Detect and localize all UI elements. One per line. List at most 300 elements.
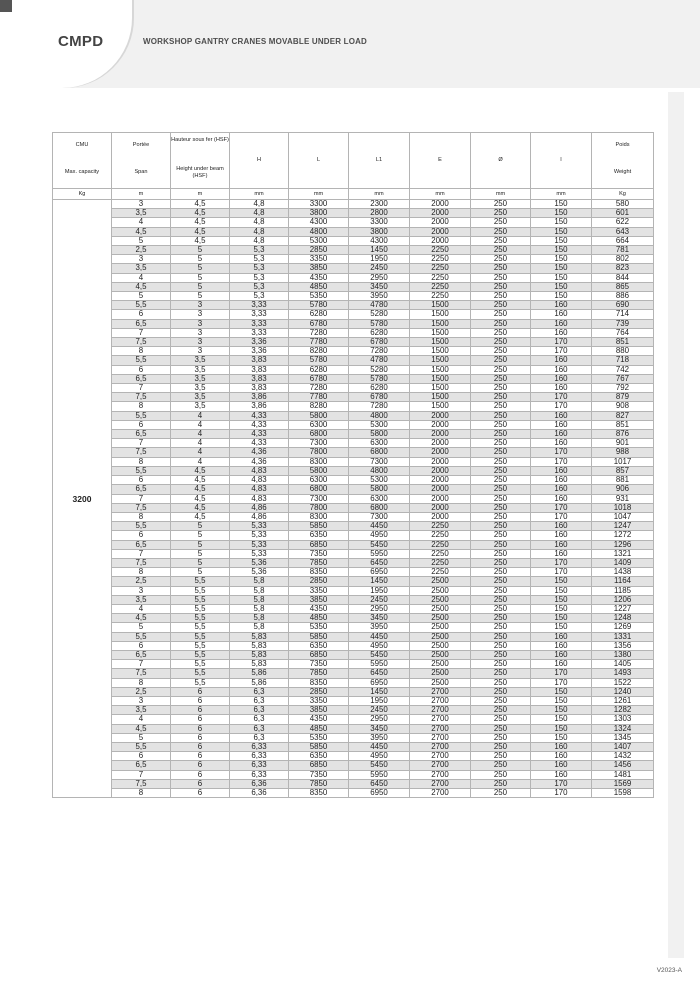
table-cell: 5300 [349, 420, 410, 429]
table-cell: 250 [471, 218, 531, 227]
table-row [53, 439, 654, 448]
table-cell: 2700 [410, 687, 471, 696]
table-cell: 886 [592, 292, 654, 301]
table-cell: 1438 [592, 568, 654, 577]
table-cell: 4,36 [230, 448, 289, 457]
header-label: Ø [498, 157, 503, 163]
table-cell: 6800 [289, 485, 349, 494]
table-cell: 250 [471, 365, 531, 374]
table-cell: 250 [471, 328, 531, 337]
table-cell: 714 [592, 310, 654, 319]
table-cell: 6350 [289, 752, 349, 761]
table-cell: 4300 [289, 218, 349, 227]
table-cell: 3850 [289, 706, 349, 715]
table-cell: 4,33 [230, 439, 289, 448]
table-cell: 6,3 [230, 724, 289, 733]
table-cell: 6300 [289, 420, 349, 429]
table-cell: 250 [471, 678, 531, 687]
table-cell: 250 [471, 430, 531, 439]
table-row [53, 660, 654, 669]
table-cell: 250 [471, 439, 531, 448]
table-cell: 3950 [349, 733, 410, 742]
table-cell: 4,5 [112, 282, 171, 291]
table-cell: 5,5 [171, 632, 230, 641]
table-cell: 150 [531, 724, 592, 733]
table-cell: 3 [171, 310, 230, 319]
table-cell: 1303 [592, 715, 654, 724]
table-cell: 2500 [410, 669, 471, 678]
table-row [53, 282, 654, 291]
table-cell: 865 [592, 282, 654, 291]
table-cell: 6,5 [112, 485, 171, 494]
table-cell: 5 [171, 549, 230, 558]
table-row [53, 632, 654, 641]
table-cell: 5,83 [230, 641, 289, 650]
page-header [0, 0, 700, 88]
table-cell: 7280 [289, 384, 349, 393]
table-cell: 7 [112, 439, 171, 448]
table-cell: 5 [171, 292, 230, 301]
table-cell: 150 [531, 687, 592, 696]
table-row [53, 485, 654, 494]
table-cell: 250 [471, 494, 531, 503]
table-cell: 5 [171, 264, 230, 273]
table-cell: 1598 [592, 789, 654, 798]
table-cell: 4 [171, 411, 230, 420]
table-cell: 150 [531, 200, 592, 209]
table-cell: 781 [592, 246, 654, 255]
table-cell: 1018 [592, 503, 654, 512]
table-cell: 7 [112, 384, 171, 393]
table-cell: 5 [171, 558, 230, 567]
table-row [53, 430, 654, 439]
table-cell: 2700 [410, 715, 471, 724]
table-cell: 250 [471, 586, 531, 595]
table-cell: 250 [471, 356, 531, 365]
table-cell: 2700 [410, 752, 471, 761]
table-cell: 2450 [349, 595, 410, 604]
table-cell: 4800 [349, 466, 410, 475]
table-cell: 8 [112, 402, 171, 411]
table-cell: 4350 [289, 604, 349, 613]
table-cell: 4,36 [230, 457, 289, 466]
table-cell: 4,5 [171, 200, 230, 209]
table-cell: 2250 [410, 246, 471, 255]
table-cell: 5 [171, 246, 230, 255]
table-cell: 4800 [349, 411, 410, 420]
table-cell: 5,8 [230, 614, 289, 623]
table-cell: 3350 [289, 696, 349, 705]
table-row [53, 522, 654, 531]
table-cell: 2000 [410, 209, 471, 218]
table-cell: 5 [171, 273, 230, 282]
table-cell: 250 [471, 384, 531, 393]
table-cell: 4,5 [171, 466, 230, 475]
table-cell: 250 [471, 273, 531, 282]
table-cell: 1047 [592, 512, 654, 521]
table-cell: 250 [471, 347, 531, 356]
header-label: Poids [615, 142, 630, 148]
table-cell: 2500 [410, 678, 471, 687]
table-cell: 2000 [410, 494, 471, 503]
table-cell: 7,5 [112, 779, 171, 788]
table-cell: 250 [471, 558, 531, 567]
table-row [53, 264, 654, 273]
table-cell: 1282 [592, 706, 654, 715]
table-row [53, 365, 654, 374]
header-label: L1 [375, 157, 383, 163]
table-cell: 6 [171, 761, 230, 770]
table-cell: 1500 [410, 347, 471, 356]
table-cell: 160 [531, 411, 592, 420]
table-cell: 8350 [289, 568, 349, 577]
table-cell: 7850 [289, 669, 349, 678]
table-cell: 6 [112, 752, 171, 761]
table-cell: 7300 [349, 457, 410, 466]
table-cell: 160 [531, 660, 592, 669]
table-cell: 150 [531, 696, 592, 705]
table-cell: 1407 [592, 742, 654, 751]
table-cell: 1450 [349, 577, 410, 586]
table-cell: 3,5 [171, 384, 230, 393]
table-cell: 823 [592, 264, 654, 273]
table-cell: 6,36 [230, 789, 289, 798]
table-cell: 2950 [349, 715, 410, 724]
table-cell: 1269 [592, 623, 654, 632]
table-cell: 5 [112, 236, 171, 245]
table-cell: 4,8 [230, 218, 289, 227]
table-cell: 4,5 [171, 512, 230, 521]
table-row [53, 384, 654, 393]
table-cell: 5,5 [171, 577, 230, 586]
table-cell: 1017 [592, 457, 654, 466]
table-cell: 170 [531, 457, 592, 466]
table-cell: 4450 [349, 632, 410, 641]
table-cell: 160 [531, 632, 592, 641]
table-cell: 250 [471, 623, 531, 632]
table-cell: 5,5 [171, 595, 230, 604]
table-cell: 170 [531, 558, 592, 567]
table-cell: 2700 [410, 742, 471, 751]
table-cell: 1500 [410, 384, 471, 393]
header-label: H [256, 157, 262, 163]
table-cell: 2800 [349, 209, 410, 218]
table-cell: 7280 [349, 347, 410, 356]
table-cell: 250 [471, 770, 531, 779]
table-cell: 5780 [289, 301, 349, 310]
table-cell: 4450 [349, 742, 410, 751]
unit-cell: Kg [53, 189, 112, 200]
table-cell: 170 [531, 789, 592, 798]
table-cell: 3,86 [230, 393, 289, 402]
table-cell: 5,3 [230, 255, 289, 264]
table-cell: 6 [112, 365, 171, 374]
table-cell: 1500 [410, 328, 471, 337]
table-cell: 1569 [592, 779, 654, 788]
table-cell: 6,5 [112, 430, 171, 439]
table-cell: 250 [471, 660, 531, 669]
table-cell: 7800 [289, 503, 349, 512]
table-cell: 3,33 [230, 301, 289, 310]
table-cell: 5300 [289, 236, 349, 245]
table-cell: 6780 [289, 374, 349, 383]
table-cell: 150 [531, 623, 592, 632]
table-cell: 2250 [410, 568, 471, 577]
table-cell: 2250 [410, 549, 471, 558]
table-cell: 5 [171, 282, 230, 291]
table-cell: 3,36 [230, 347, 289, 356]
table-cell: 6450 [349, 779, 410, 788]
table-cell: 5,5 [171, 678, 230, 687]
table-cell: 3,36 [230, 338, 289, 347]
table-cell: 2700 [410, 706, 471, 715]
header-label: Height under beam (HSF) [176, 166, 224, 179]
table-cell: 5 [171, 568, 230, 577]
table-cell: 6 [171, 696, 230, 705]
table-cell: 5,5 [171, 669, 230, 678]
table-cell: 160 [531, 365, 592, 374]
table-row [53, 531, 654, 540]
table-cell: 250 [471, 282, 531, 291]
table-cell: 2250 [410, 273, 471, 282]
table-cell: 6 [171, 742, 230, 751]
table-cell: 3,5 [112, 264, 171, 273]
table-row [53, 292, 654, 301]
table-cell: 1950 [349, 255, 410, 264]
table-cell: 2450 [349, 706, 410, 715]
table-cell: 6280 [289, 365, 349, 374]
table-cell: 901 [592, 439, 654, 448]
table-cell: 4,86 [230, 512, 289, 521]
table-row [53, 789, 654, 798]
table-row [53, 779, 654, 788]
table-cell: 6,33 [230, 752, 289, 761]
table-cell: 150 [531, 218, 592, 227]
table-cell: 6780 [349, 393, 410, 402]
table-cell: 6450 [349, 558, 410, 567]
table-cell: 6300 [349, 439, 410, 448]
table-cell: 5,5 [112, 301, 171, 310]
table-cell: 4350 [289, 273, 349, 282]
table-cell: 2950 [349, 604, 410, 613]
table-cell: 250 [471, 310, 531, 319]
table-cell: 5,3 [230, 246, 289, 255]
table-cell: 2500 [410, 650, 471, 659]
table-cell: 250 [471, 531, 531, 540]
table-cell: 1405 [592, 660, 654, 669]
table-cell: 6800 [289, 430, 349, 439]
table-cell: 2000 [410, 512, 471, 521]
table-cell: 250 [471, 522, 531, 531]
table-cell: 2850 [289, 577, 349, 586]
table-cell: 6 [171, 779, 230, 788]
table-cell: 3,83 [230, 356, 289, 365]
table-cell: 4,5 [171, 209, 230, 218]
table-cell: 7850 [289, 779, 349, 788]
table-cell: 3,5 [112, 209, 171, 218]
table-row [53, 319, 654, 328]
table-cell: 3800 [349, 227, 410, 236]
table-cell: 2000 [410, 200, 471, 209]
table-cell: 6,33 [230, 770, 289, 779]
table-cell: 250 [471, 411, 531, 420]
table-cell: 1493 [592, 669, 654, 678]
table-cell: 250 [471, 595, 531, 604]
table-cell: 5,33 [230, 522, 289, 531]
table-cell: 6850 [289, 540, 349, 549]
table-cell: 6300 [289, 476, 349, 485]
table-cell: 3350 [289, 255, 349, 264]
table-cell: 250 [471, 650, 531, 659]
table-cell: 6350 [289, 531, 349, 540]
table-cell: 3450 [349, 724, 410, 733]
table-cell: 2250 [410, 282, 471, 291]
table-cell: 1500 [410, 374, 471, 383]
table-cell: 4 [171, 420, 230, 429]
table-cell: 3,33 [230, 310, 289, 319]
table-cell: 1240 [592, 687, 654, 696]
table-cell: 6300 [349, 494, 410, 503]
table-cell: 170 [531, 338, 592, 347]
table-cell: 5950 [349, 770, 410, 779]
table-cell: 2700 [410, 770, 471, 779]
table-cell: 5,3 [230, 292, 289, 301]
table-cell: 5,8 [230, 586, 289, 595]
table-cell: 622 [592, 218, 654, 227]
table-cell: 7350 [289, 770, 349, 779]
table-cell: 3300 [289, 200, 349, 209]
table-cell: 3,5 [112, 595, 171, 604]
table-cell: 160 [531, 742, 592, 751]
table-cell: 4300 [349, 236, 410, 245]
table-cell: 2250 [410, 255, 471, 264]
table-cell: 5,36 [230, 558, 289, 567]
table-cell: 150 [531, 715, 592, 724]
table-cell: 250 [471, 742, 531, 751]
table-cell: 6,5 [112, 650, 171, 659]
table-units-row [53, 189, 654, 200]
table-cell: 2500 [410, 641, 471, 650]
table-cell: 5,33 [230, 540, 289, 549]
header-label: L [316, 157, 321, 163]
table-cell: 150 [531, 733, 592, 742]
table-cell: 1500 [410, 338, 471, 347]
table-cell: 4 [112, 218, 171, 227]
table-cell: 881 [592, 476, 654, 485]
table-row [53, 301, 654, 310]
header-label: Hauteur sous fer (HSF) [171, 137, 229, 143]
table-cell: 5350 [289, 733, 349, 742]
table-row [53, 338, 654, 347]
table-cell: 4,83 [230, 485, 289, 494]
table-cell: 250 [471, 301, 531, 310]
table-cell: 160 [531, 328, 592, 337]
table-cell: 8 [112, 512, 171, 521]
header-label: Max. capacity [64, 169, 100, 175]
table-row [53, 411, 654, 420]
table-cell: 2500 [410, 604, 471, 613]
table-cell: 5,3 [230, 273, 289, 282]
table-cell: 4,83 [230, 476, 289, 485]
table-cell: 250 [471, 227, 531, 236]
table-cell: 2950 [349, 273, 410, 282]
table-cell: 1247 [592, 522, 654, 531]
table-cell: 250 [471, 476, 531, 485]
table-cell: 5,5 [171, 614, 230, 623]
table-cell: 250 [471, 696, 531, 705]
table-cell: 5950 [349, 549, 410, 558]
table-cell: 908 [592, 402, 654, 411]
table-cell: 1500 [410, 310, 471, 319]
table-cell: 160 [531, 531, 592, 540]
table-cell: 857 [592, 466, 654, 475]
table-cell: 2000 [410, 485, 471, 494]
table-cell: 4,33 [230, 430, 289, 439]
table-cell: 150 [531, 577, 592, 586]
table-cell: 250 [471, 632, 531, 641]
table-cell: 6950 [349, 789, 410, 798]
header-e [410, 133, 471, 189]
table-body [53, 200, 654, 798]
table-row [53, 742, 654, 751]
table-cell: 5 [171, 522, 230, 531]
table-cell: 170 [531, 512, 592, 521]
table-cell: 4780 [349, 356, 410, 365]
table-cell: 6450 [349, 669, 410, 678]
table-cell: 3,5 [112, 706, 171, 715]
table-cell: 1450 [349, 687, 410, 696]
table-cell: 2250 [410, 540, 471, 549]
table-cell: 2300 [349, 200, 410, 209]
table-cell: 6,3 [230, 733, 289, 742]
table-cell: 160 [531, 641, 592, 650]
table-cell: 6,3 [230, 706, 289, 715]
table-cell: 844 [592, 273, 654, 282]
table-cell: 6350 [289, 641, 349, 650]
table-row [53, 687, 654, 696]
table-cell: 3,33 [230, 328, 289, 337]
table-cell: 643 [592, 227, 654, 236]
table-row [53, 236, 654, 245]
table-cell: 6,33 [230, 761, 289, 770]
table-cell: 8280 [289, 347, 349, 356]
table-cell: 6 [171, 724, 230, 733]
table-cell: 4 [171, 457, 230, 466]
table-cell: 739 [592, 319, 654, 328]
table-cell: 160 [531, 770, 592, 779]
table-cell: 1481 [592, 770, 654, 779]
table-row [53, 549, 654, 558]
table-cell: 7,5 [112, 503, 171, 512]
table-row [53, 669, 654, 678]
table-cell: 1164 [592, 577, 654, 586]
table-cell: 250 [471, 466, 531, 475]
table-cell: 250 [471, 402, 531, 411]
table-cell: 6,5 [112, 319, 171, 328]
table-cell: 5 [112, 292, 171, 301]
table-cell: 3 [171, 338, 230, 347]
table-cell: 4 [171, 430, 230, 439]
table-cell: 5 [112, 733, 171, 742]
table-cell: 3450 [349, 282, 410, 291]
table-cell: 250 [471, 669, 531, 678]
table-cell: 7300 [349, 512, 410, 521]
table-cell: 160 [531, 466, 592, 475]
table-cell: 2,5 [112, 687, 171, 696]
table-row [53, 494, 654, 503]
table-row [53, 356, 654, 365]
table-cell: 580 [592, 200, 654, 209]
